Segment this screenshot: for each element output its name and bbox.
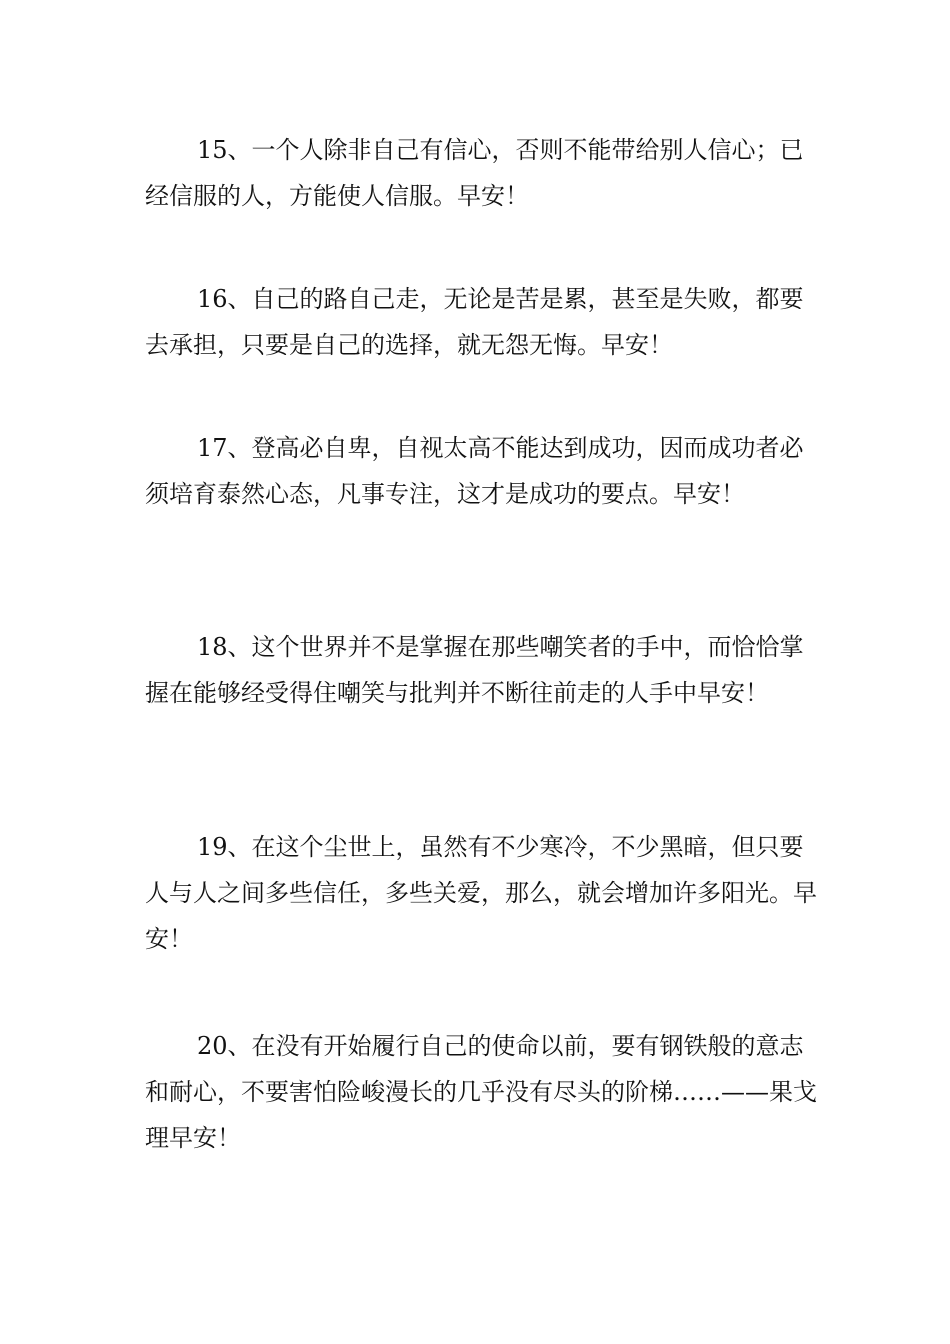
paragraph-16: 16、自己的路自己走，无论是苦是累，甚至是失败，都要去承担，只要是自己的选择，就无怨无悔。早安！ [145, 285, 804, 359]
paragraph-19: 19、在这个尘世上，虽然有不少寒冷，不少黑暗，但只要人与人之间多些信任，多些关爱，那么，就会增加许多阳光。早安！ [145, 833, 817, 953]
paragraph-18: 18、这个世界并不是掌握在那些嘲笑者的手中，而恰恰掌握在能够经受得住嘲笑与批判并不断往前走的人手中早安！ [145, 633, 804, 707]
paragraph-17: 17、登高必自卑，自视太高不能达到成功，因而成功者必须培育泰然心态，凡事专注，这才是成功的要点。早安！ [145, 434, 804, 508]
paragraph-20: 20、在没有开始履行自己的使命以前，要有钢铁般的意志和耐心，不要害怕险峻漫长的几乎没有尽头的阶梯……——果戈理早安！ [145, 1032, 817, 1152]
paragraph-15: 15、一个人除非自己有信心，否则不能带给别人信心；已经信服的人，方能使人信服。早安！ [145, 136, 804, 210]
